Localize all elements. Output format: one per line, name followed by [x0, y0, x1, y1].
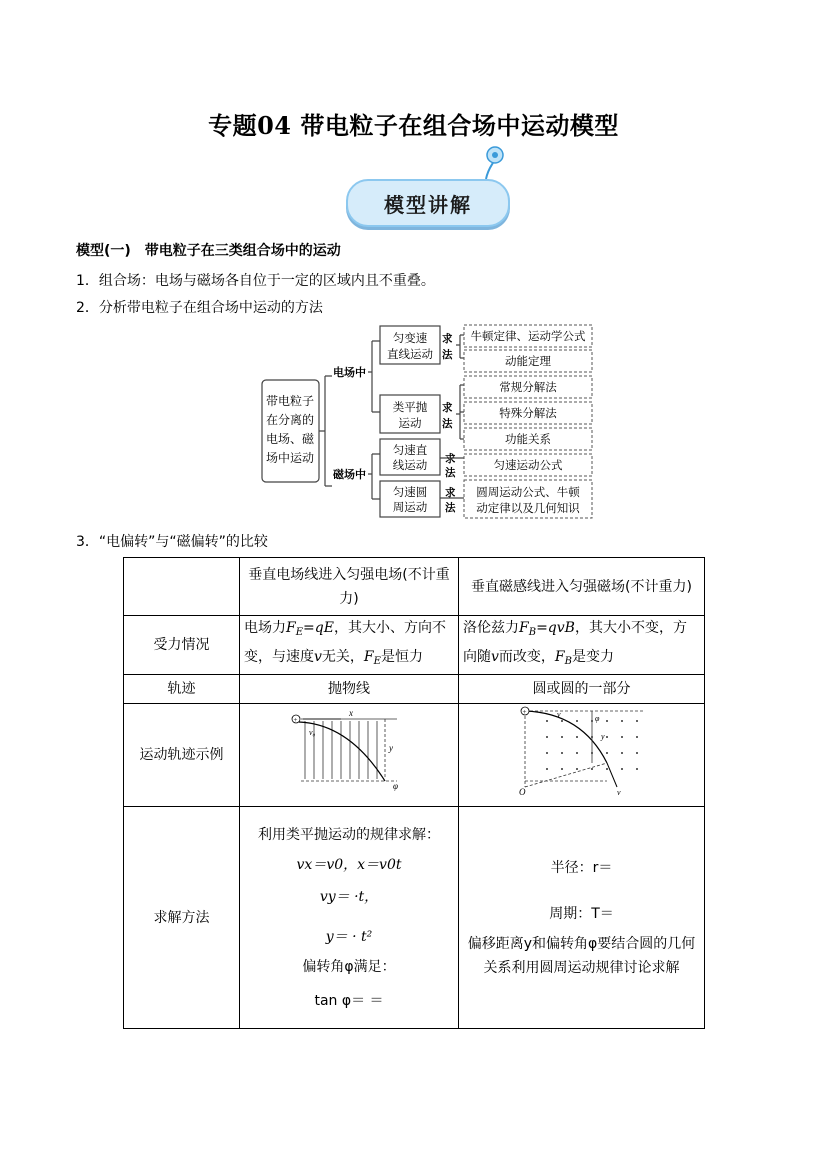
solve-label: 求解方法	[124, 807, 240, 1029]
solve-e-line-1: 利用类平抛运动的规律求解：	[258, 826, 440, 843]
solve-m-line-1: 半径：r＝	[550, 859, 613, 876]
example-magnetic	[459, 704, 705, 807]
badge-label: 模型讲解	[346, 179, 510, 227]
svg-text:+: +	[522, 708, 526, 716]
solve-e-line-6: tan φ＝ ＝	[314, 992, 384, 1009]
solve-e-line-2: vx＝v0，x＝v0t	[296, 856, 402, 873]
motion-2-line-1: 类平抛	[392, 402, 428, 414]
solve-m-line-3: 偏移距离y和偏转角φ要结合圆的几何关系利用圆周运动规律讨论求解	[467, 935, 696, 976]
solve-e-line-4: y＝ · t²	[325, 928, 373, 945]
motion-4-line-1: 匀速圆	[392, 487, 428, 499]
fig-m-v2-label: v	[616, 788, 621, 797]
trajectory-label: 轨迹	[124, 675, 240, 704]
table-row-force	[124, 616, 705, 675]
magnetic-deflection-figure	[517, 705, 647, 797]
qiufa-2-b: 法	[442, 419, 453, 430]
trajectory-magnetic: 圆或圆的一部分	[459, 675, 705, 704]
method-diagram	[258, 318, 598, 520]
fig-m-y-label: y	[600, 732, 605, 741]
example-electric	[240, 704, 459, 807]
table-row-trajectory	[124, 675, 705, 704]
example-label: 运动轨迹示例	[124, 704, 240, 807]
fig-m-phi-label: φ	[594, 714, 599, 723]
fig-m-origin-label: O	[518, 787, 525, 797]
qiufa-1-a: 求	[442, 334, 453, 345]
solve-e-line-5: 偏转角φ满足：	[302, 958, 396, 975]
motion-1-line-1: 匀变速	[392, 333, 428, 345]
model-heading	[76, 240, 341, 260]
item-3: 3．“电偏转”与“磁偏转”的比较	[76, 534, 268, 550]
fig-e-v0-label: v₀	[309, 728, 316, 737]
solve-electric	[240, 807, 459, 1029]
root-line-2: 在分离的	[265, 413, 315, 427]
method-2: 动能定理	[505, 356, 551, 368]
model-label: 模型(一)	[76, 243, 131, 259]
method-7-line-1: 圆周运动公式、牛顿	[476, 487, 580, 499]
qiufa-3-a: 求	[445, 454, 456, 465]
qiufa-4-b: 法	[445, 503, 456, 514]
table-row-solve	[124, 807, 705, 1029]
model-title: 带电粒子在三类组合场中的运动	[144, 243, 341, 259]
motion-1-line-2: 直线运动	[387, 349, 433, 361]
fig-e-y-label: y	[389, 743, 393, 753]
method-7-line-2: 动定律以及几何知识	[476, 503, 580, 515]
svg-text:+: +	[293, 716, 298, 724]
header-empty-cell	[124, 558, 240, 616]
trajectory-electric: 抛物线	[240, 675, 459, 704]
table-header-row	[124, 558, 705, 616]
method-5: 功能关系	[505, 434, 551, 446]
method-3: 常规分解法	[499, 382, 557, 394]
method-1: 牛顿定律、运动学公式	[470, 331, 586, 343]
motion-3-line-2: 线运动	[392, 460, 428, 472]
root-line-4: 场中运动	[265, 451, 315, 465]
motion-4-line-2: 周运动	[392, 502, 428, 514]
table-row-example	[124, 704, 705, 807]
force-magnetic: 洛伦兹力$F_B=qvB$，其大小不变，方向随v而改变，$F_B$是变力	[459, 616, 705, 675]
qiufa-3-b: 法	[445, 468, 456, 479]
electric-deflection-figure	[289, 709, 409, 793]
root-line-3: 电场、磁	[265, 432, 315, 446]
item-1: 1．组合场：电场与磁场各自位于一定的区域内且不重叠。	[76, 273, 435, 289]
item-2: 2．分析带电粒子在组合场中运动的方法	[76, 300, 323, 316]
solve-magnetic	[459, 807, 705, 1029]
qiufa-2-a: 求	[442, 403, 453, 414]
comparison-table	[123, 557, 705, 1029]
motion-3-line-1: 匀速直	[392, 445, 428, 457]
electric-field-label: 电场中	[333, 367, 366, 379]
header-electric: 垂直电场线进入匀强电场(不计重力)	[240, 558, 459, 616]
flower-icon	[480, 145, 508, 179]
fig-e-phi-label: φ	[393, 781, 398, 791]
method-6: 匀速运动公式	[493, 460, 563, 472]
page-title: 专题04 带电粒子在组合场中运动模型	[208, 111, 619, 140]
fig-m-v-label: v	[556, 710, 561, 719]
root-line-1: 带电粒子	[265, 394, 315, 408]
qiufa-4-a: 求	[445, 488, 456, 499]
method-4: 特殊分解法	[499, 408, 557, 420]
motion-2-line-2: 运动	[398, 418, 422, 430]
solve-e-line-3: vy＝ ·t，	[319, 888, 379, 905]
force-label: 受力情况	[124, 616, 240, 675]
qiufa-1-b: 法	[442, 350, 453, 361]
magnetic-field-label: 磁场中	[333, 469, 366, 481]
force-electric: 电场力$F_E=qE$，其大小、方向不变，与速度v无关，$F_E$是恒力	[240, 616, 459, 675]
header-magnetic: 垂直磁感线进入匀强磁场(不计重力)	[459, 558, 705, 616]
solve-m-line-2: 周期：T＝	[549, 905, 614, 922]
fig-e-x-label: x	[349, 709, 353, 718]
section-badge	[340, 145, 520, 227]
